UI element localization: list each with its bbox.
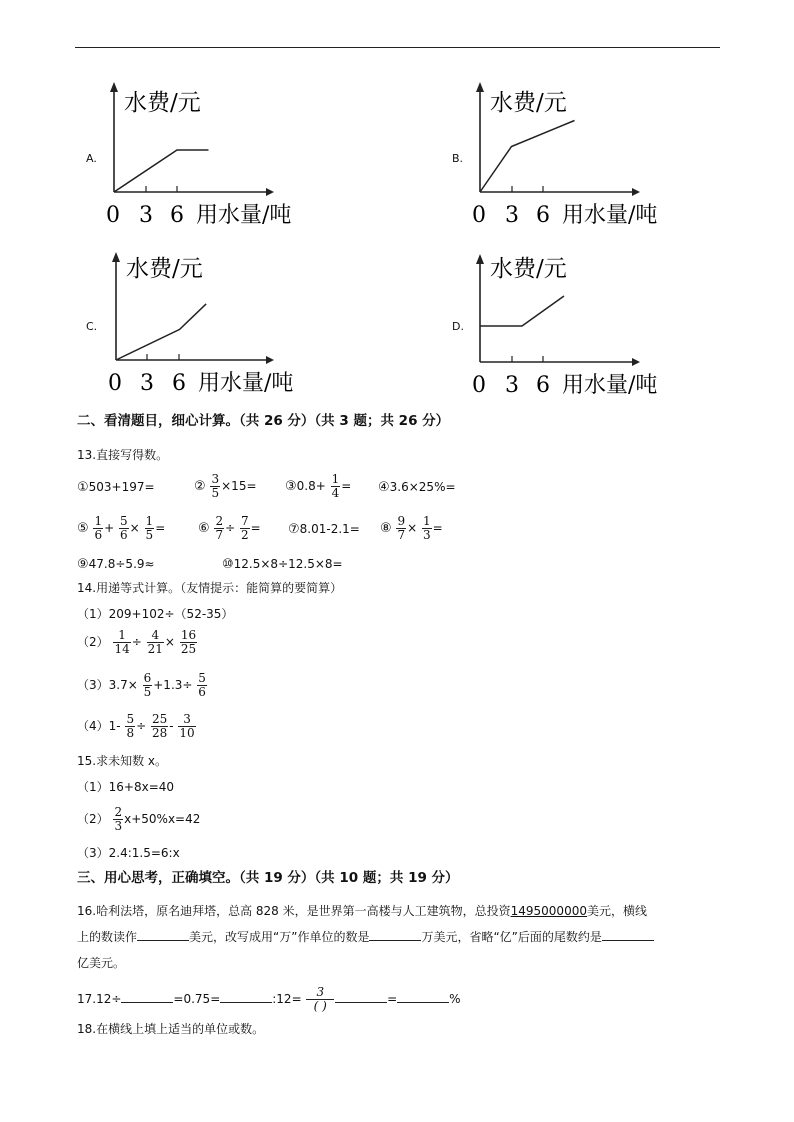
q16-line-3: 亿美元。 — [77, 956, 126, 970]
fraction: $\frac{9}{7}$ — [397, 514, 406, 542]
cost-line — [480, 296, 564, 326]
q18-title: 18.在横线上填上适当的单位或数。 — [77, 1022, 265, 1036]
fraction: $\frac{16}{25}$ — [180, 628, 197, 656]
q13-item-1: ①503+197= — [77, 480, 155, 495]
fraction: $\frac{2}{3}$ — [114, 805, 123, 833]
answer-blank[interactable] — [602, 930, 654, 941]
answer-blank[interactable] — [369, 930, 421, 941]
tick-label-0: 0 — [472, 373, 486, 398]
fraction: $\frac{1}{6}$ — [94, 514, 103, 542]
option-letter: A. — [86, 152, 97, 165]
q13-item-2: ② $\frac{3}{5}$ ×15= — [194, 472, 257, 500]
answer-blank[interactable] — [137, 930, 189, 941]
investment-amount: 1495000000 — [510, 904, 587, 918]
tick-label-6: 6 — [536, 373, 550, 398]
cost-line — [114, 150, 209, 192]
x-axis-arrow — [632, 188, 640, 196]
y-axis-arrow — [112, 252, 120, 262]
y-axis-label: 水费/元 — [126, 256, 203, 282]
fraction: $\frac{2}{7}$ — [215, 514, 224, 542]
tick-label-3: 3 — [505, 373, 519, 398]
tick-label-6: 6 — [170, 203, 184, 228]
graph-svg — [86, 250, 336, 400]
q16-line-1: 16.哈利法塔，原名迪拜塔，总高 828 米，是世界第一高楼与人工建筑物，总投资1495000000美元，横线 — [77, 904, 647, 918]
option-letter: B. — [452, 152, 464, 165]
fraction: $\frac{6}{5}$ — [143, 671, 152, 699]
x-axis-label: 用水量/吨 — [196, 203, 292, 228]
q13-item-6: ⑥ $\frac{2}{7}$ ÷ $\frac{7}{2}$ = — [198, 514, 261, 542]
fraction: $\frac{5}{8}$ — [126, 712, 135, 740]
q16-line-2: 上的数读作 美元，改写成用“万”作单位的数是 万美元，省略“亿”后面的尾数约是 — [77, 930, 654, 944]
q13-item-9: ⑨47.8÷5.9≈ — [77, 557, 155, 572]
q15-part-3: （3）2.4:1.5=6:x — [77, 846, 180, 860]
q15-part-2: （2） $\frac{2}{3}$ x+50%x=42 — [77, 805, 201, 833]
graph-svg — [86, 80, 336, 230]
section3-heading: 三、用心思考，正确填空。（共 19 分）（共 10 题；共 19 分） — [77, 870, 459, 886]
q15-part-1: （1）16+8x=40 — [77, 780, 175, 794]
header-rule — [75, 47, 720, 48]
x-axis-label: 用水量/吨 — [198, 371, 294, 396]
fraction: $\frac{7}{2}$ — [241, 514, 249, 542]
q13-item-4: ④3.6×25%= — [378, 480, 456, 495]
cost-line — [480, 121, 575, 193]
answer-blank[interactable] — [220, 992, 272, 1003]
y-axis-arrow — [476, 254, 484, 264]
fraction: $\frac{5}{6}$ — [120, 514, 128, 542]
tick-label-6: 6 — [172, 371, 186, 396]
graph-svg — [452, 80, 702, 230]
fraction: $\frac{5}{6}$ — [198, 671, 206, 699]
q14-part-3: （3）3.7× $\frac{6}{5}$ +1.3÷ $\frac{5}{6}$ — [77, 671, 206, 699]
x-axis-arrow — [266, 356, 274, 364]
y-axis-label: 水费/元 — [490, 256, 567, 282]
x-axis-arrow — [266, 188, 274, 196]
graph-option-c[interactable] — [86, 250, 336, 400]
q15-title: 15.求未知数 x。 — [77, 754, 168, 768]
fraction: $\frac{1}{3}$ — [423, 514, 431, 542]
tick-label-6: 6 — [536, 203, 550, 228]
q13-item-8: ⑧ $\frac{9}{7}$ × $\frac{1}{3}$ = — [380, 514, 443, 542]
graph-option-d[interactable] — [452, 250, 702, 400]
q14-part-1: （1）209+102÷（52-35） — [77, 607, 234, 621]
fraction: $\frac{1}{4}$ — [331, 472, 340, 500]
option-letter: D. — [452, 320, 464, 333]
fraction: $\frac{25}{28}$ — [151, 712, 168, 740]
option-letter: C. — [86, 320, 98, 333]
fraction: $\frac{3}{( )}$ — [306, 986, 334, 1013]
fraction: $\frac{3}{10}$ — [179, 712, 195, 740]
answer-blank[interactable] — [335, 992, 387, 1003]
q13-item-5: ⑤ $\frac{1}{6}$ + $\frac{5}{6}$ × $\frac{1}{5}$ = — [77, 514, 166, 542]
section2-heading: 二、看清题目，细心计算。（共 26 分）（共 3 题；共 26 分） — [77, 413, 450, 429]
tick-label-3: 3 — [505, 203, 519, 228]
y-axis-arrow — [476, 82, 484, 92]
answer-blank[interactable] — [397, 992, 449, 1003]
y-axis-label: 水费/元 — [490, 90, 567, 116]
q13-item-7: ⑦8.01-2.1= — [288, 522, 360, 537]
tick-label-0: 0 — [108, 371, 122, 396]
q14-part-4: （4）1- $\frac{5}{8}$ ÷ $\frac{25}{28}$ - $\frac{3}{10}$ — [77, 712, 195, 740]
x-axis-label: 用水量/吨 — [562, 373, 658, 398]
q13-item-3: ③0.8+ $\frac{1}{4}$ = — [285, 472, 352, 500]
tick-label-3: 3 — [140, 371, 154, 396]
graph-option-a[interactable] — [86, 80, 336, 230]
q14-title: 14.用递等式计算。（友情提示：能简算的要简算） — [77, 581, 343, 595]
fraction: $\frac{1}{5}$ — [145, 514, 154, 542]
tick-label-0: 0 — [106, 203, 120, 228]
x-axis-label: 用水量/吨 — [562, 203, 658, 228]
q13-item-10: ⑩12.5×8÷12.5×8= — [222, 557, 343, 572]
graph-option-b[interactable] — [452, 80, 702, 230]
answer-blank[interactable] — [121, 992, 173, 1003]
q17: 17.12÷ =0.75= :12= $\frac{3}{( )}$ = % — [77, 985, 461, 1013]
q13-title: 13.直接写得数。 — [77, 448, 169, 462]
y-axis-arrow — [110, 82, 118, 92]
fraction: $\frac{4}{21}$ — [147, 628, 163, 656]
tick-label-3: 3 — [139, 203, 153, 228]
y-axis-label: 水费/元 — [124, 90, 201, 116]
q14-part-2: （2） $\frac{1}{14}$ ÷ $\frac{4}{21}$ × $\frac{16}{25}$ — [77, 628, 197, 656]
cost-line — [116, 304, 206, 360]
tick-label-0: 0 — [472, 203, 486, 228]
graph-svg — [452, 250, 702, 400]
fraction: $\frac{1}{14}$ — [114, 628, 130, 656]
fraction: $\frac{3}{5}$ — [211, 472, 220, 500]
x-axis-arrow — [632, 358, 640, 366]
